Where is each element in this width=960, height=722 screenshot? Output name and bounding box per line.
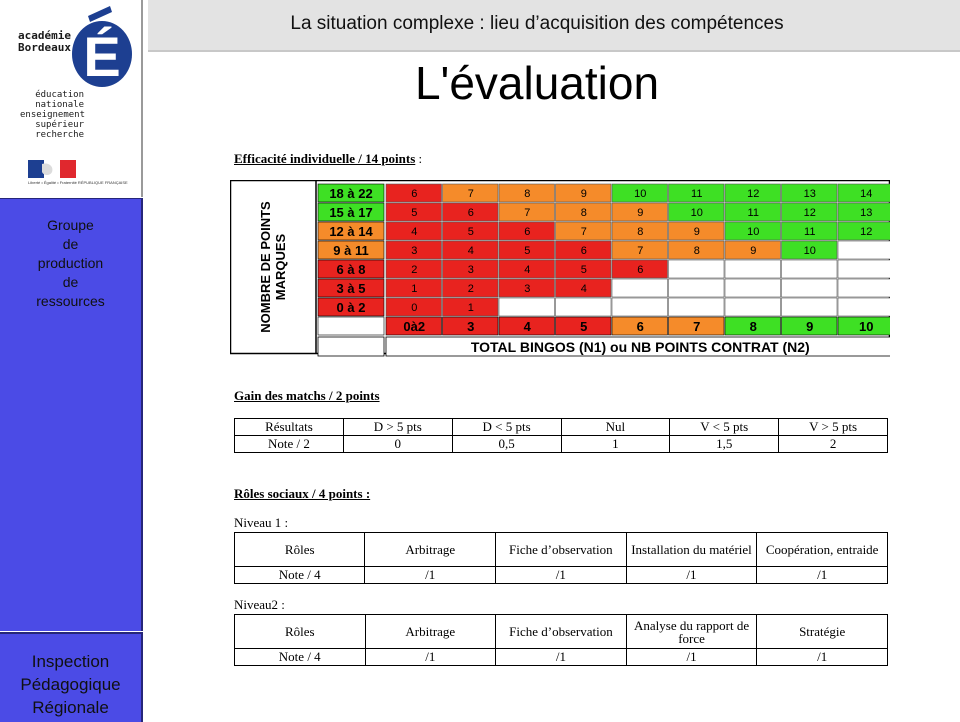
niveau2-value-cell: /1: [365, 649, 496, 666]
roles-heading: [234, 486, 370, 502]
gain-header-cell: D > 5 pts: [343, 419, 452, 436]
gain-value-cell: 2: [779, 436, 888, 453]
efficacite-heading-text: Efficacité individuelle / 14 points: [234, 151, 416, 166]
logo-sub4: supérieur: [35, 120, 84, 130]
inspection-label: [0, 650, 141, 719]
inspection-line: Inspection: [31, 652, 110, 671]
col-label: 4: [523, 319, 531, 334]
score-value: 4: [467, 245, 474, 257]
groupe-line: production: [37, 255, 104, 271]
row-label: 18 à 22: [329, 186, 373, 201]
flag-caption: Liberté • Égalité • Fraternité RÉPUBLIQUE FRANÇAISE: [28, 180, 128, 185]
gain-value-row: [235, 436, 888, 453]
col-label: 10: [859, 319, 874, 334]
gain-header-cell: Résultats: [235, 419, 344, 436]
row-label: 9 à 11: [333, 243, 369, 258]
niveau2-header-cell: Stratégie: [757, 615, 888, 649]
row-label: 0 à 2: [336, 300, 366, 315]
logo-sub5: recherche: [35, 130, 84, 140]
logo-line1: académie: [18, 29, 71, 42]
score-value: 4: [411, 226, 418, 238]
score-cell: [782, 279, 838, 297]
col-label: 0à2: [403, 319, 426, 334]
score-value: 2: [467, 283, 474, 295]
score-value: 9: [580, 188, 587, 200]
logo-sub1: éducation: [35, 90, 84, 100]
logo-sub2: nationale: [35, 100, 84, 110]
niveau1-value-cell: /1: [757, 567, 888, 584]
score-cell: [612, 298, 668, 316]
score-value: 6: [467, 207, 474, 219]
col-label: 8: [749, 319, 757, 334]
niveau2-header-cell: Arbitrage: [365, 615, 496, 649]
gain-header-cell: V < 5 pts: [670, 419, 779, 436]
score-cell: [838, 279, 890, 297]
niveau2-value-row: [235, 649, 888, 666]
bingo-scoring-grid: [230, 180, 890, 358]
score-value: 1: [411, 283, 418, 295]
gain-value-cell: 1,5: [670, 436, 779, 453]
score-value: 13: [803, 188, 816, 200]
score-value: 5: [411, 207, 418, 219]
score-cell: [612, 279, 668, 297]
score-cell: [838, 241, 890, 259]
score-value: 2: [411, 264, 418, 276]
score-value: 10: [747, 226, 760, 238]
inspection-line: Pédagogique: [20, 675, 121, 694]
niveau1-header-cell: Installation du matériel: [626, 533, 757, 567]
niveau1-value-cell: /1: [626, 567, 757, 584]
score-value: 6: [524, 226, 531, 238]
niveau1-label: Niveau 1 :: [234, 515, 289, 530]
col-label: 7: [693, 319, 701, 334]
col-label: 5: [580, 319, 588, 334]
niveau1-header-cell: Arbitrage: [365, 533, 496, 567]
score-cell: [669, 260, 725, 278]
corner-cell: [318, 317, 384, 335]
inspection-line: Régionale: [32, 698, 109, 717]
niveau1-table: [234, 532, 888, 584]
niveau2-value-cell: /1: [757, 649, 888, 666]
niveau2-header-row: [235, 615, 888, 649]
score-value: 12: [747, 188, 760, 200]
score-value: 3: [467, 264, 474, 276]
col-label: 9: [806, 319, 814, 334]
score-value: 9: [750, 245, 757, 257]
niveau1-header-cell: Fiche d’observation: [496, 533, 627, 567]
x-axis-blank-cell: [318, 337, 384, 356]
gain-value-cell: Note / 2: [235, 436, 344, 453]
row-label: 15 à 17: [329, 205, 373, 220]
score-value: 8: [637, 226, 644, 238]
score-value: 6: [580, 245, 587, 257]
logo-ministry: [20, 90, 84, 140]
score-value: 9: [637, 207, 644, 219]
score-value: 11: [691, 188, 703, 200]
niveau2-table: [234, 614, 888, 666]
niveau1-value-cell: Note / 4: [235, 567, 365, 584]
row-label: 12 à 14: [329, 224, 373, 239]
groupe-line: de: [62, 274, 79, 290]
score-cell: [499, 298, 555, 316]
gain-header-cell: V > 5 pts: [779, 419, 888, 436]
gain-heading: [234, 388, 380, 404]
niveau1-value-cell: /1: [496, 567, 627, 584]
niveau2-value-cell: /1: [496, 649, 627, 666]
score-cell: [669, 279, 725, 297]
row-label: 3 à 5: [336, 281, 366, 296]
niveau2-header-cell: Rôles: [235, 615, 366, 649]
score-value: 5: [580, 264, 587, 276]
score-cell: [669, 298, 725, 316]
niveau1-value-cell: /1: [365, 567, 496, 584]
roles-heading-text: Rôles sociaux / 4 points :: [234, 486, 371, 501]
score-value: 8: [524, 188, 531, 200]
score-value: 8: [580, 207, 587, 219]
score-value: 13: [860, 207, 873, 219]
score-value: 10: [803, 245, 816, 257]
efficacite-heading: [234, 151, 422, 167]
row-label: 6 à 8: [336, 262, 366, 277]
niveau1-header-cell: Rôles: [235, 533, 365, 567]
score-cell: [725, 298, 781, 316]
niveau2-label: Niveau2 :: [234, 597, 285, 612]
efficacite-heading-suffix: :: [415, 151, 423, 166]
slide-title: L'évaluation: [414, 57, 660, 109]
score-cell: [782, 298, 838, 316]
score-cell: [782, 260, 838, 278]
score-value: 9: [693, 226, 700, 238]
niveau1-header-row: [235, 533, 888, 567]
groupe-line: Groupe: [47, 217, 94, 233]
y-axis-label: NOMBRE DE POINTSMARQUES: [258, 201, 288, 333]
niveau2-header-cell: Analyse du rapport de force: [626, 615, 757, 649]
groupe-line: de: [62, 236, 79, 252]
marianne-flag-icon: [28, 160, 76, 178]
gain-value-cell: 0,5: [452, 436, 561, 453]
score-value: 6: [637, 264, 644, 276]
score-cell: [725, 260, 781, 278]
sidebar: [0, 0, 143, 720]
score-cell: [838, 260, 890, 278]
gain-value-cell: 0: [343, 436, 452, 453]
score-value: 14: [860, 188, 873, 200]
groupe-production-label: [0, 216, 141, 311]
score-value: 5: [524, 245, 531, 257]
score-value: 12: [803, 207, 816, 219]
score-value: 3: [411, 245, 418, 257]
score-value: 7: [467, 188, 474, 200]
score-value: 10: [690, 207, 703, 219]
score-cell: [556, 298, 612, 316]
logo-sub3: enseignement: [20, 110, 86, 120]
header-title: La situation complexe : lieu d’acquisition des compétences: [290, 13, 784, 34]
logo-academie-name: [18, 30, 71, 54]
niveau1-value-row: [235, 567, 888, 584]
score-value: 6: [411, 188, 418, 200]
score-value: 11: [804, 226, 816, 238]
score-value: 7: [637, 245, 644, 257]
gain-header-row: [235, 419, 888, 436]
score-value: 4: [524, 264, 531, 276]
groupe-line: ressources: [36, 293, 105, 309]
score-value: 0: [411, 302, 418, 314]
score-value: 5: [467, 226, 474, 238]
score-cell: [838, 298, 890, 316]
score-value: 1: [467, 302, 474, 314]
col-label: 6: [636, 319, 644, 334]
score-value: 8: [693, 245, 700, 257]
niveau2-header-cell: Fiche d’observation: [496, 615, 627, 649]
score-value: 7: [524, 207, 531, 219]
logo-line2: Bordeaux: [18, 41, 71, 54]
academie-e-logo: [66, 6, 136, 90]
logo-letter: É: [83, 25, 121, 88]
score-cell: [725, 279, 781, 297]
niveau2-value-cell: /1: [626, 649, 757, 666]
gain-heading-text: Gain des matchs / 2 points: [234, 388, 380, 403]
x-axis-label: TOTAL BINGOS (N1) ou NB POINTS CONTRAT (N2): [470, 339, 810, 355]
score-value: 3: [524, 283, 531, 295]
gain-header-cell: Nul: [561, 419, 670, 436]
score-value: 10: [634, 188, 647, 200]
score-value: 4: [580, 283, 587, 295]
col-label: 3: [467, 319, 475, 334]
niveau1-header-cell: Coopération, entraide: [757, 533, 888, 567]
score-value: 7: [580, 226, 587, 238]
gain-header-cell: D < 5 pts: [452, 419, 561, 436]
gain-value-cell: 1: [561, 436, 670, 453]
score-value: 11: [747, 207, 759, 219]
niveau2-value-cell: Note / 4: [235, 649, 366, 666]
gain-table: [234, 418, 888, 453]
academie-logo: [0, 0, 143, 197]
score-value: 12: [860, 226, 873, 238]
